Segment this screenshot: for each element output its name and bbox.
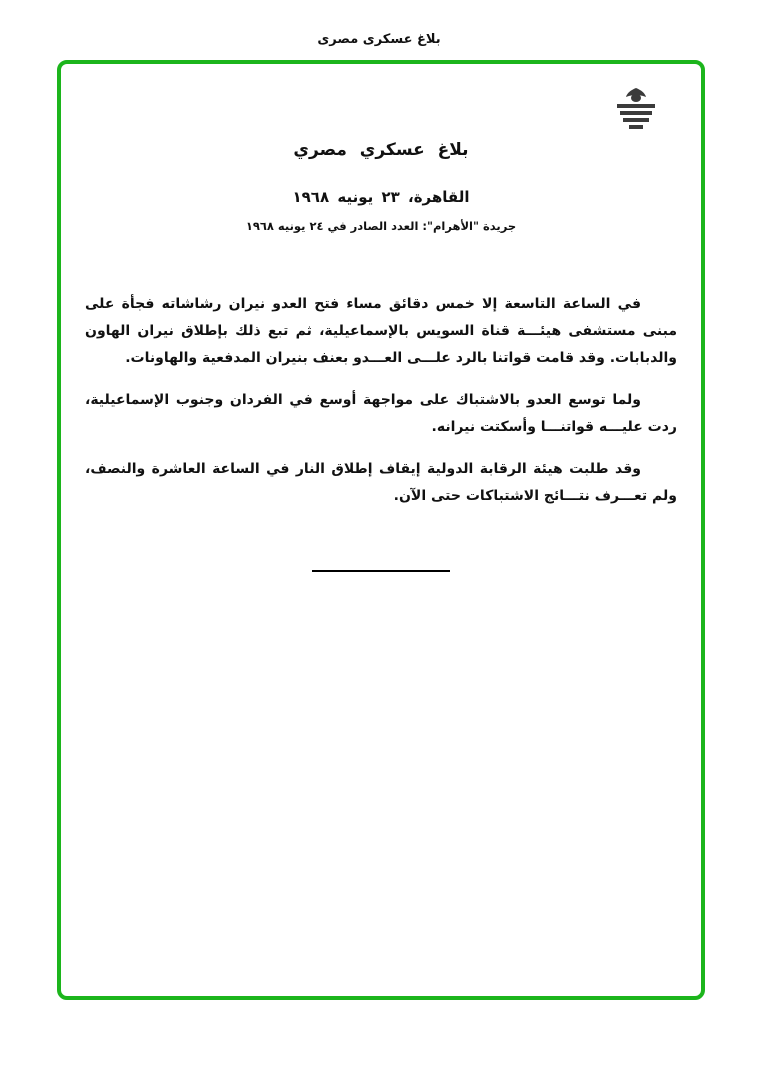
paragraph-3: وقد طلبت هيئة الرقابة الدولية إيقاف إطلاق النار في الساعة العاشرة والنصف، ولم تعـــرف نتـــائج الاشتباكات حتى الآن. <box>85 461 677 504</box>
section-divider <box>312 570 450 572</box>
page-header-title: بلاغ عسكرى مصرى <box>317 32 441 47</box>
document-title: بلاغ عسكري مصري <box>293 140 469 160</box>
document-frame <box>57 60 705 1000</box>
document-source: جريدة "الأهرام": العدد الصادر في ٢٤ يونيه ١٩٦٨ <box>245 219 517 233</box>
eagle-emblem-icon <box>611 86 661 132</box>
paragraph-2: ولما توسع العدو بالاشتباك على مواجهة أوسع في الفردان وجنوب الإسماعيلية، ردت عليـــه قواتنـــا وأسكتت نيرانه. <box>85 392 677 435</box>
paragraph-1: في الساعة التاسعة إلا خمس دقائق مساء فتح العدو نيران رشاشاته فجأة على مبنى مستشفى هيئـــة قناة السويس بالإسماعيلية، ثم تبع ذلك بإطلاق نيران الهاون والدبابات. وقد قامت قواتنا بالرد علـــى العـــدو بعنف بنيران المدفعية والهاونات. <box>85 296 677 366</box>
document-body <box>83 291 679 510</box>
document-dateline: القاهرة، ٢٣ يونيه ١٩٦٨ <box>292 188 470 206</box>
